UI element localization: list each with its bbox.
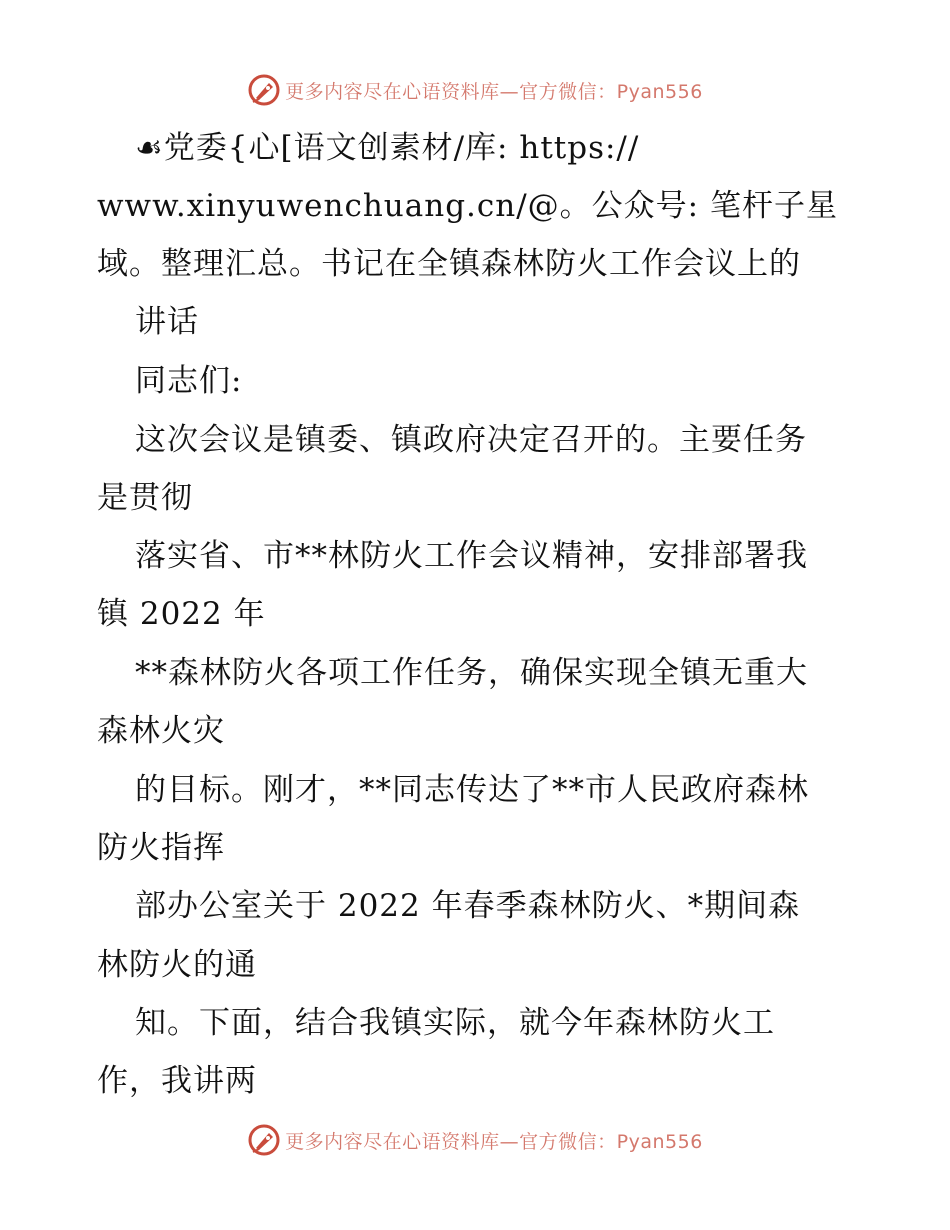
text-line: 作，我讲两 (97, 1063, 257, 1099)
watermark-text: 更多内容尽在心语资料库—官方微信：Pyan556 (285, 80, 703, 103)
text-line: 的目标。刚才，**同志传达了**市人民政府森林 (135, 772, 809, 808)
text-line: 同志们: (135, 363, 243, 399)
text-line: 落实省、市**林防火工作会议精神，安排部署我 (135, 538, 808, 574)
watermark-text: 更多内容尽在心语资料库—官方微信：Pyan556 (285, 1130, 703, 1153)
text-line: www.xinyuwenchuang.cn/@。公众号: 笔杆子星 (97, 188, 838, 224)
text-line: **森林防火各项工作任务，确保实现全镇无重大 (135, 655, 808, 691)
text-line: 讲话 (135, 304, 199, 340)
text-line: 部办公室关于 2022 年春季森林防火、*期间森 (135, 888, 801, 924)
text-line: 是贯彻 (97, 480, 193, 516)
text-line: 这次会议是镇委、镇政府决定召开的。主要任务 (135, 422, 807, 458)
pen-nib-logo-icon (247, 1123, 281, 1157)
text-line: 防火指挥 (97, 830, 225, 866)
text-line: 镇 2022 年 (97, 596, 266, 632)
text-line: ☙党委{心[语文创素材/库: https:// (135, 130, 640, 166)
text-line: 知。下面，结合我镇实际，就今年森林防火工 (135, 1005, 775, 1041)
footer-watermark (0, 1120, 950, 1160)
text-line: 林防火的通 (97, 947, 257, 983)
text-line: 域。整理汇总。书记在全镇森林防火工作会议上的 (97, 246, 801, 282)
text-line: 森林火灾 (97, 713, 225, 749)
